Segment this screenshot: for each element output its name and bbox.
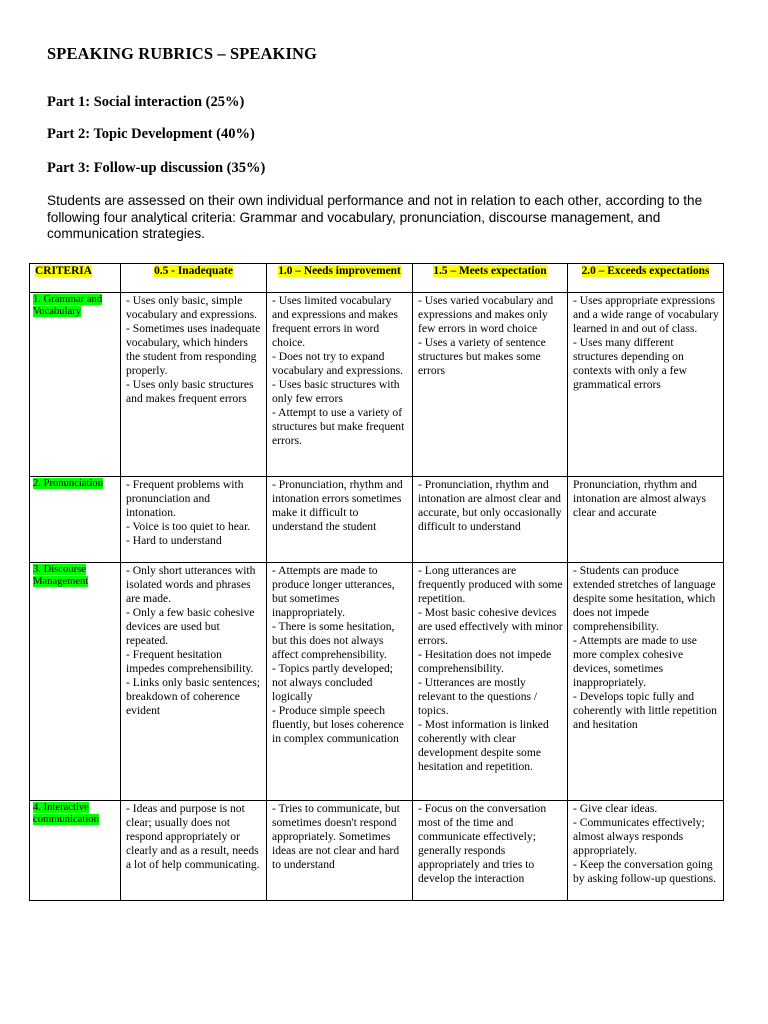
rubric-cell: - Pronunciation, rhythm and intonation are almost clear and accurate, but only occasionally difficult to understand (413, 477, 568, 563)
header-criteria: CRITERIA (30, 264, 121, 293)
criteria-cell: 4. Interactive communication (30, 801, 121, 901)
part-2-heading: Part 2: Topic Development (40%) (47, 126, 255, 142)
rubric-cell: - Uses appropriate expressions and a wide range of vocabulary learned in and out of class. - Uses many different structures depending on contexts with only a few grammatical errors (568, 293, 724, 477)
table-row (30, 293, 724, 477)
rubric-cell: - Tries to communicate, but sometimes doesn't respond appropriately. Sometimes ideas are not clear and hard to understand (267, 801, 413, 901)
rubric-cell: - Long utterances are frequently produced with some repetition. - Most basic cohesive devices are used effectively with minor errors. - Hesitation does not impede comprehensibility. - Utterances are mostly relevant to the questions / topics. - Most information is linked coherently with clear development despite some hesitation and repetition. (413, 563, 568, 801)
rubric-cell: - Focus on the conversation most of the time and communicate effectively; generally responds appropriately and tries to develop the interaction (413, 801, 568, 901)
header-inadequate: 0.5 - Inadequate (121, 264, 267, 293)
rubric-cell: - Only short utterances with isolated words and phrases are made. - Only a few basic cohesive devices are used but repeated. - Frequent hesitation impedes comprehensibility. - Links only basic sentences; breakdown of coherence evident (121, 563, 267, 801)
criteria-cell: 2. Pronunciation (30, 477, 121, 563)
rubric-cell: - Give clear ideas. - Communicates effectively; almost always responds appropriately. - Keep the conversation going by asking follow-up questions. (568, 801, 724, 901)
header-needs-improvement: 1.0 – Needs improvement (267, 264, 413, 293)
rubric-cell: - Uses only basic, simple vocabulary and expressions. - Sometimes uses inadequate vocabulary, which hinders the student from responding properly. - Uses only basic structures and makes frequent errors (121, 293, 267, 477)
header-meets-expectation: 1.5 – Meets expectation (413, 264, 568, 293)
criteria-cell: 1. Grammar and Vocabulary (30, 293, 121, 477)
rubric-cell: - Uses limited vocabulary and expressions and makes frequent errors in word choice. - Does not try to expand vocabulary and expressions. - Uses basic structures with only few errors - Attempt to use a variety of structures but make frequent errors. (267, 293, 413, 477)
intro-paragraph: Students are assessed on their own individual performance and not in relation to each other, according to the following four analytical criteria: Grammar and vocabulary, pronunciation, discourse management, and communication strategies. (47, 193, 703, 241)
table-header-row (30, 264, 724, 293)
rubric-cell: - Attempts are made to produce longer utterances, but sometimes inappropriately. - There is some hesitation, but this does not always affect comprehensibility. - Topics partly developed; not always concluded logically - Produce simple speech fluently, but loses coherence in complex communication (267, 563, 413, 801)
rubric-cell: - Frequent problems with pronunciation and intonation. - Voice is too quiet to hear. - Hard to understand (121, 477, 267, 563)
table-row (30, 801, 724, 901)
part-1-heading: Part 1: Social interaction (25%) (47, 94, 245, 110)
table-row (30, 563, 724, 801)
part-3-heading: Part 3: Follow-up discussion (35%) (47, 160, 266, 176)
table-row (30, 477, 724, 563)
rubric-cell: - Ideas and purpose is not clear; usually does not respond appropriately or clearly and as a result, needs a lot of help communicating. (121, 801, 267, 901)
header-exceeds-expectations: 2.0 – Exceeds expectations (568, 264, 724, 293)
rubric-cell: - Pronunciation, rhythm and intonation errors sometimes make it difficult to understand the student (267, 477, 413, 563)
document-title: SPEAKING RUBRICS – SPEAKING (47, 44, 317, 63)
criteria-cell: 3. Discourse Management (30, 563, 121, 801)
rubric-cell: Pronunciation, rhythm and intonation are almost always clear and accurate (568, 477, 724, 563)
rubric-table (29, 263, 724, 901)
rubric-cell: - Uses varied vocabulary and expressions and makes only few errors in word choice - Uses a variety of sentence structures but makes some errors (413, 293, 568, 477)
rubric-cell: - Students can produce extended stretches of language despite some hesitation, which does not impede comprehensibility. - Attempts are made to use more complex cohesive devices, sometimes inappropriately. - Develops topic fully and coherently with little repetition and hesitation (568, 563, 724, 801)
